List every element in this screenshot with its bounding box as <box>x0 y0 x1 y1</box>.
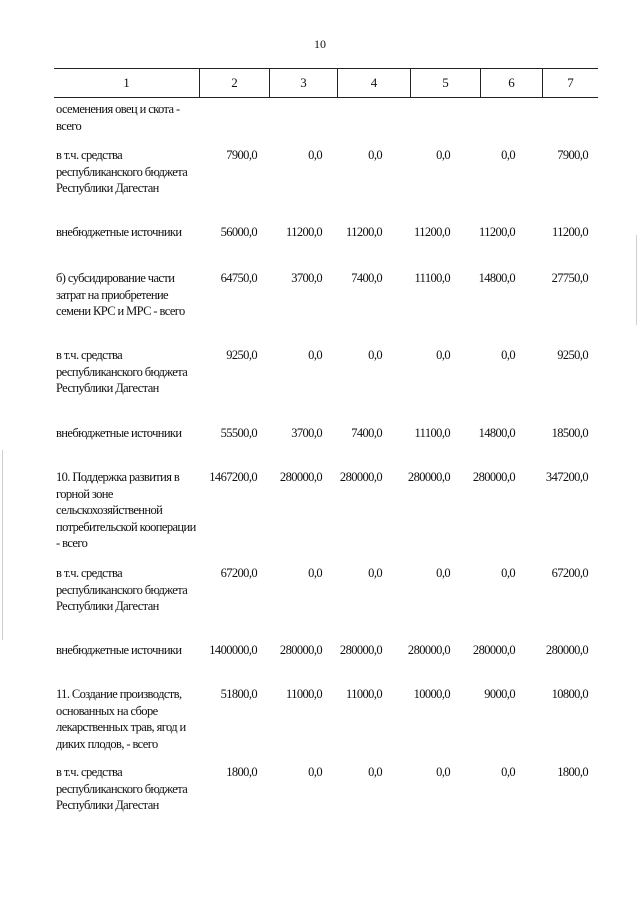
value-col-2: 51800,0 <box>220 687 257 701</box>
value-col-5: 0,0 <box>436 566 450 580</box>
value-col-4: 0,0 <box>368 765 382 779</box>
row-description: б) субсидирование части затрат на приобретение семени КРС и МРС - всего <box>56 271 185 318</box>
value-col-5: 10000,0 <box>413 687 450 701</box>
value-col-6: 11200,0 <box>479 225 515 239</box>
value-col-5: 0,0 <box>436 148 450 162</box>
value-col-6: 9000,0 <box>484 687 515 701</box>
value-col-3: 3700,0 <box>291 271 322 285</box>
row-description: внебюджетные источники <box>56 225 182 239</box>
value-col-6: 14800,0 <box>478 426 515 440</box>
value-col-3: 0,0 <box>308 566 322 580</box>
value-col-5: 11100,0 <box>414 426 450 440</box>
value-col-2: 7900,0 <box>226 148 257 162</box>
header-col-6: 6 <box>480 69 542 97</box>
value-col-5: 0,0 <box>436 765 450 779</box>
row-description: внебюджетные источники <box>56 426 182 440</box>
scan-edge-mark <box>636 235 637 325</box>
value-col-4: 11200,0 <box>346 225 382 239</box>
value-col-3: 280000,0 <box>279 470 322 484</box>
value-col-7: 18500,0 <box>551 426 588 440</box>
value-col-2: 55500,0 <box>220 426 257 440</box>
value-col-6: 0,0 <box>501 348 515 362</box>
value-col-4: 7400,0 <box>351 271 382 285</box>
value-col-5: 0,0 <box>436 348 450 362</box>
value-col-3: 0,0 <box>308 348 322 362</box>
value-col-3: 11000,0 <box>286 687 322 701</box>
header-col-4: 4 <box>337 69 410 97</box>
value-col-4: 0,0 <box>368 148 382 162</box>
value-col-6: 14800,0 <box>478 271 515 285</box>
row-description: 10. Поддержка развития в горной зоне сельскохозяйственной потребительской кооперации - всего <box>56 470 196 550</box>
row-description: 11. Создание производств, основанных на сборе лекарственных трав, ягод и диких плодов, - всего <box>56 687 186 751</box>
value-col-2: 56000,0 <box>220 225 257 239</box>
value-col-7: 27750,0 <box>551 271 588 285</box>
row-description: внебюджетные источники <box>56 643 182 657</box>
page-number: 10 <box>314 37 326 51</box>
row-description: в т.ч. средства республиканского бюджета Республики Дагестан <box>56 566 188 613</box>
row-description: в т.ч. средства республиканского бюджета Республики Дагестан <box>56 765 188 812</box>
value-col-4: 280000,0 <box>339 643 382 657</box>
value-col-3: 0,0 <box>308 765 322 779</box>
row-description: в т.ч. средства республиканского бюджета Республики Дагестан <box>56 148 188 195</box>
value-col-5: 280000,0 <box>407 643 450 657</box>
value-col-6: 0,0 <box>501 148 515 162</box>
value-col-6: 0,0 <box>501 566 515 580</box>
value-col-2: 1800,0 <box>226 765 257 779</box>
scan-edge-mark <box>2 450 3 640</box>
value-col-6: 280000,0 <box>472 643 515 657</box>
value-col-6: 0,0 <box>501 765 515 779</box>
value-col-7: 11200,0 <box>552 225 588 239</box>
value-col-2: 67200,0 <box>220 566 257 580</box>
value-col-7: 67200,0 <box>551 566 588 580</box>
value-col-3: 3700,0 <box>291 426 322 440</box>
value-col-5: 11100,0 <box>414 271 450 285</box>
value-col-2: 1400000,0 <box>209 643 257 657</box>
row-description: осеменения овец и скота - всего <box>56 102 180 133</box>
value-col-4: 280000,0 <box>339 470 382 484</box>
value-col-7: 347200,0 <box>545 470 588 484</box>
value-col-7: 280000,0 <box>545 643 588 657</box>
value-col-3: 0,0 <box>308 148 322 162</box>
value-col-4: 11000,0 <box>346 687 382 701</box>
header-col-1: 1 <box>123 75 130 90</box>
value-col-4: 0,0 <box>368 566 382 580</box>
value-col-7: 7900,0 <box>557 148 588 162</box>
value-col-7: 9250,0 <box>557 348 588 362</box>
header-col-7: 7 <box>542 69 598 97</box>
row-description: в т.ч. средства республиканского бюджета Республики Дагестан <box>56 348 188 395</box>
value-col-2: 64750,0 <box>220 271 257 285</box>
value-col-4: 0,0 <box>368 348 382 362</box>
header-col-2: 2 <box>199 69 269 97</box>
value-col-3: 11200,0 <box>286 225 322 239</box>
value-col-2: 1467200,0 <box>209 470 257 484</box>
value-col-2: 9250,0 <box>226 348 257 362</box>
value-col-3: 280000,0 <box>279 643 322 657</box>
value-col-5: 280000,0 <box>407 470 450 484</box>
value-col-6: 280000,0 <box>472 470 515 484</box>
value-col-4: 7400,0 <box>351 426 382 440</box>
value-col-5: 11200,0 <box>414 225 450 239</box>
value-col-7: 1800,0 <box>557 765 588 779</box>
header-col-5: 5 <box>410 69 480 97</box>
table-header <box>54 68 598 98</box>
header-col-3: 3 <box>269 69 337 97</box>
value-col-7: 10800,0 <box>551 687 588 701</box>
